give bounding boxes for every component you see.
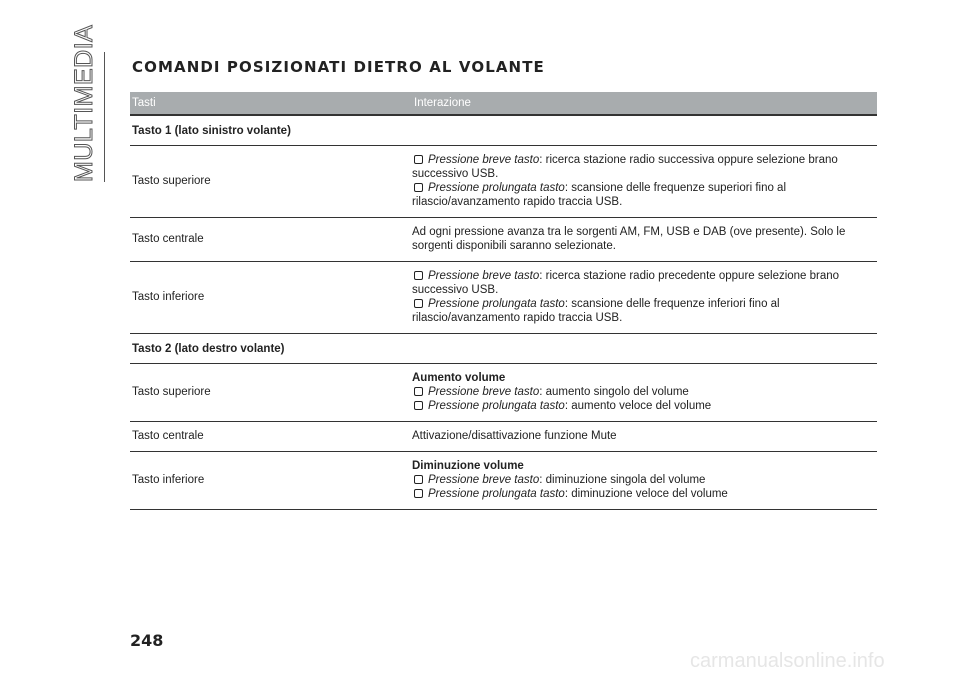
- list-item: [412, 399, 877, 413]
- key-cell: Tasto centrale: [132, 233, 204, 245]
- controls-table: [130, 92, 877, 510]
- item-label: Pressione prolungata tasto: [428, 488, 565, 500]
- bullet-square-icon: [414, 271, 423, 280]
- page-title: COMANDI POSIZIONATI DIETRO AL VOLANTE: [132, 58, 545, 76]
- list-item: [412, 385, 877, 399]
- item-label: Pressione prolungata tasto: [428, 298, 565, 310]
- item-text: : scansione delle frequenze inferiori fino al rilascio/avanzamento rapido traccia USB.: [412, 298, 780, 324]
- key-cell: Tasto superiore: [132, 386, 211, 398]
- side-divider: [104, 52, 105, 182]
- interaction-cell: [410, 459, 877, 501]
- table-row: [130, 218, 877, 262]
- table-row: [130, 422, 877, 452]
- table-row: [130, 364, 877, 422]
- interaction-cell: Ad ogni pressione avanza tra le sorgenti AM, FM, USB e DAB (ove presente). Solo le sorgenti disponibili saranno selezionate.: [412, 226, 846, 252]
- bullet-square-icon: [414, 183, 423, 192]
- interaction-cell: Attivazione/disattivazione funzione Mute: [412, 430, 617, 442]
- key-cell: Tasto superiore: [132, 175, 211, 187]
- header-keys: Tasti: [132, 97, 156, 109]
- bullet-square-icon: [414, 299, 423, 308]
- list-item: [412, 153, 877, 181]
- interaction-cell: [410, 153, 877, 209]
- section-side-label: MULTIMEDIA: [70, 24, 98, 182]
- item-text: : aumento veloce del volume: [564, 400, 712, 412]
- item-text: : diminuzione singola del volume: [539, 474, 706, 486]
- item-label: Pressione breve tasto: [428, 474, 540, 486]
- item-text: : ricerca stazione radio successiva oppure selezione brano successivo USB.: [412, 154, 838, 180]
- header-interaction: Interazione: [414, 97, 471, 109]
- key-cell: Tasto centrale: [132, 430, 204, 442]
- key-cell: Tasto inferiore: [132, 291, 205, 303]
- table-row: [130, 452, 877, 510]
- list-item: [412, 473, 877, 487]
- interaction-cell: [410, 269, 877, 325]
- list-item: [412, 297, 877, 325]
- bullet-square-icon: [414, 489, 423, 498]
- bullet-square-icon: [414, 155, 423, 164]
- bullet-square-icon: [414, 475, 423, 484]
- item-label: Pressione breve tasto: [428, 270, 540, 282]
- item-label: Pressione prolungata tasto: [428, 400, 565, 412]
- item-text: : diminuzione veloce del volume: [564, 488, 728, 500]
- table-row: [130, 146, 877, 218]
- bullet-square-icon: [414, 401, 423, 410]
- bullet-square-icon: [414, 387, 423, 396]
- section-left-key: Tasto 1 (lato sinistro volante): [130, 116, 877, 146]
- item-text: : ricerca stazione radio precedente oppure selezione brano successivo USB.: [412, 270, 840, 296]
- item-label: Pressione breve tasto: [428, 386, 540, 398]
- item-subheading: Diminuzione volume: [412, 460, 524, 472]
- list-item: [412, 181, 877, 209]
- watermark: carmanualsonline.info: [690, 650, 885, 672]
- item-subheading: Aumento volume: [412, 372, 506, 384]
- item-text: : scansione delle frequenze superiori fino al rilascio/avanzamento rapido traccia USB.: [412, 182, 787, 208]
- item-label: Pressione prolungata tasto: [428, 182, 565, 194]
- table-row: [130, 262, 877, 334]
- item-label: Pressione breve tasto: [428, 154, 540, 166]
- list-item: [412, 269, 877, 297]
- section-right-key: Tasto 2 (lato destro volante): [130, 334, 877, 364]
- table-header: [130, 92, 877, 116]
- list-item: [412, 487, 877, 501]
- item-text: : aumento singolo del volume: [539, 386, 689, 398]
- interaction-cell: [410, 371, 877, 413]
- key-cell: Tasto inferiore: [132, 474, 205, 486]
- page-number: 248: [130, 631, 164, 650]
